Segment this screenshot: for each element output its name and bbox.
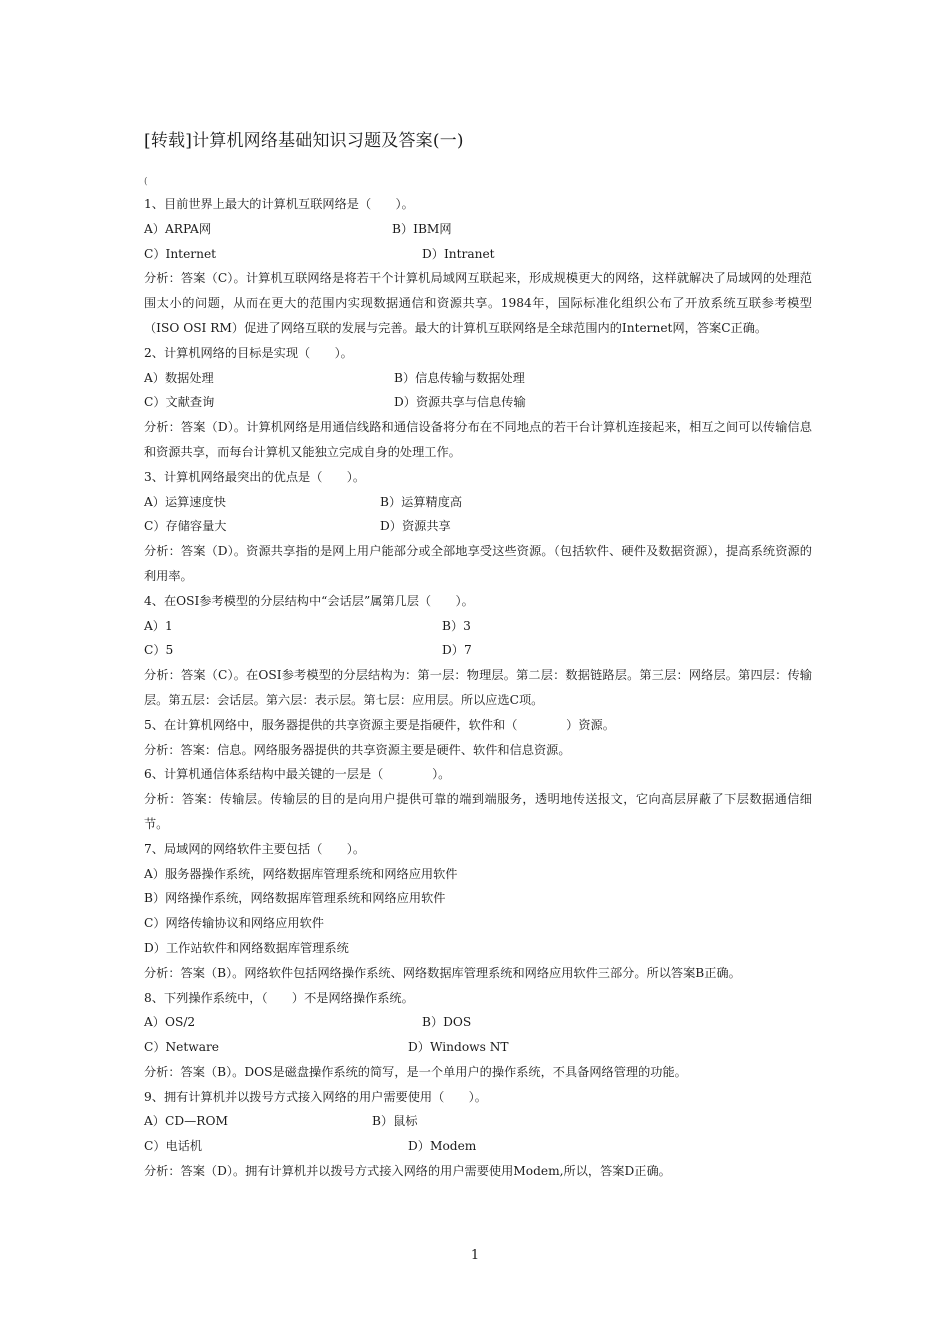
q8-options-row-1 — [144, 1010, 812, 1035]
q1-stem: 1、目前世界上最大的计算机互联网络是（ ）。 — [144, 197, 414, 211]
q8-analysis: 分析：答案（B）。DOS是磁盘操作系统的简写，是一个单用户的操作系统，不具备网络管理的功能。 — [144, 1064, 687, 1079]
q4-option-b: B）3 — [442, 618, 471, 633]
q8-option-b: B）DOS — [422, 1015, 472, 1030]
q4-option-a: A）1 — [144, 618, 173, 633]
q4-stem: 4、在OSI参考模型的分层结构中“会话层”属第几层（ ）。 — [144, 593, 474, 608]
q3-options-row-2 — [144, 514, 812, 539]
q9-analysis: 分析：答案（D）。拥有计算机并以拨号方式接入网络的用户需要使用Modem,所以，答案D正确。 — [144, 1164, 671, 1179]
q3-option-d: D）资源共享 — [380, 519, 451, 534]
q3-option-c: C）存储容量大 — [144, 519, 227, 534]
q2-option-b: B）信息传输与数据处理 — [394, 370, 525, 385]
q6-stem: 6、计算机通信体系结构中最关键的一层是（ ）。 — [144, 767, 451, 782]
q9-options-row-1 — [144, 1109, 812, 1134]
q1-option-d: D）Intranet — [422, 246, 495, 261]
document-title: [转载]计算机网络基础知识习题及答案(一) — [144, 131, 464, 151]
q1-analysis: 分析：答案（C）。计算机互联网络是将若干个计算机局域网互联起来，形成规模更大的网络，这样就解决了局域网的处理范围太小的问题，从而在更大的范围内实现数据通信和资源共享。1984年，国际标准化组织公布了开放系统互联参考模型（ISO OSI RM）促进了网络互联的发展与完善。最大的计算机互联网络是全球范围内的Internet网，答案C正确。 — [144, 271, 812, 335]
q8-options-row-2 — [144, 1035, 812, 1060]
q2-option-a: A）数据处理 — [144, 370, 214, 385]
q7-analysis: 分析：答案（B）。网络软件包括网络操作系统、网络数据库管理系统和网络应用软件三部分。所以答案B正确。 — [144, 965, 741, 980]
q9-option-c: C）电话机 — [144, 1139, 203, 1154]
q3-option-a: A）运算速度快 — [144, 494, 226, 509]
q1-option-a: A）ARPA网 — [144, 221, 212, 236]
q2-stem: 2、计算机网络的目标是实现（ ）。 — [144, 345, 353, 360]
q7-option-b: B）网络操作系统，网络数据库管理系统和网络应用软件 — [144, 891, 446, 906]
q9-option-d: D）Modem — [408, 1139, 477, 1154]
q8-option-c: C）Netware — [144, 1040, 220, 1055]
q7-stem: 7、局域网的网络软件主要包括（ ）。 — [144, 841, 366, 856]
q1-options-row-1 — [144, 217, 812, 242]
q2-option-c: C）文献查询 — [144, 395, 215, 410]
q7-option-a: A）服务器操作系统，网络数据库管理系统和网络应用软件 — [144, 866, 458, 881]
q6-analysis: 分析：答案：传输层。传输层的目的是向用户提供可靠的端到端服务，透明地传送报文，它向高层屏蔽了下层数据通信细节。 — [144, 792, 812, 831]
q3-options-row-1 — [144, 490, 812, 515]
q4-options-row-1 — [144, 614, 812, 639]
q3-option-b: B）运算精度高 — [380, 494, 463, 509]
q9-options-row-2 — [144, 1134, 812, 1159]
q5-stem: 5、在计算机网络中，服务器提供的共享资源主要是指硬件，软件和（ ）资源。 — [144, 717, 615, 732]
q1-option-c: C）Internet — [144, 246, 217, 261]
q1-options-row-2 — [144, 242, 812, 267]
q2-options-row-2 — [144, 390, 812, 415]
q3-stem: 3、计算机网络最突出的优点是（ ）。 — [144, 469, 366, 484]
paren-marker: ( — [144, 177, 148, 187]
q3-analysis: 分析：答案（D）。资源共享指的是网上用户能部分或全部地享受这些资源。（包括软件、硬件及数据资源），提高系统资源的利用率。 — [144, 544, 812, 583]
q9-stem: 9、拥有计算机并以拨号方式接入网络的用户需要使用（ ）。 — [144, 1089, 487, 1104]
q4-option-d: D）7 — [442, 643, 472, 658]
q8-option-a: A）OS/2 — [144, 1015, 196, 1030]
page-number: 1 — [470, 1248, 480, 1263]
q7-option-c: C）网络传输协议和网络应用软件 — [144, 916, 324, 931]
document-body — [144, 192, 812, 1184]
q4-options-row-2 — [144, 638, 812, 663]
q1-option-b: B）IBM网 — [392, 221, 452, 236]
q9-option-b: B）鼠标 — [372, 1114, 418, 1129]
q8-option-d: D）Windows NT — [408, 1040, 509, 1055]
q9-option-a: A）CD—ROM — [144, 1114, 228, 1129]
q4-analysis: 分析：答案（C）。在OSI参考模型的分层结构为：第一层：物理层。第二层：数据链路层。第三层：网络层。第四层：传输层。第五层：会话层。第六层：表示层。第七层：应用层。所以应选C项。 — [144, 668, 812, 707]
q2-option-d: D）资源共享与信息传输 — [394, 395, 526, 410]
q8-stem: 8、下列操作系统中，（ ）不是网络操作系统。 — [144, 990, 414, 1005]
q5-analysis: 分析：答案：信息。网络服务器提供的共享资源主要是硬件、软件和信息资源。 — [144, 742, 571, 757]
q2-analysis: 分析：答案（D）。计算机网络是用通信线路和通信设备将分布在不同地点的若干台计算机连接起来，相互之间可以传输信息和资源共享，而每台计算机又能独立完成自身的处理工作。 — [144, 420, 812, 459]
q7-option-d: D）工作站软件和网络数据库管理系统 — [144, 940, 349, 955]
q4-option-c: C）5 — [144, 643, 174, 658]
q2-options-row-1 — [144, 366, 812, 391]
